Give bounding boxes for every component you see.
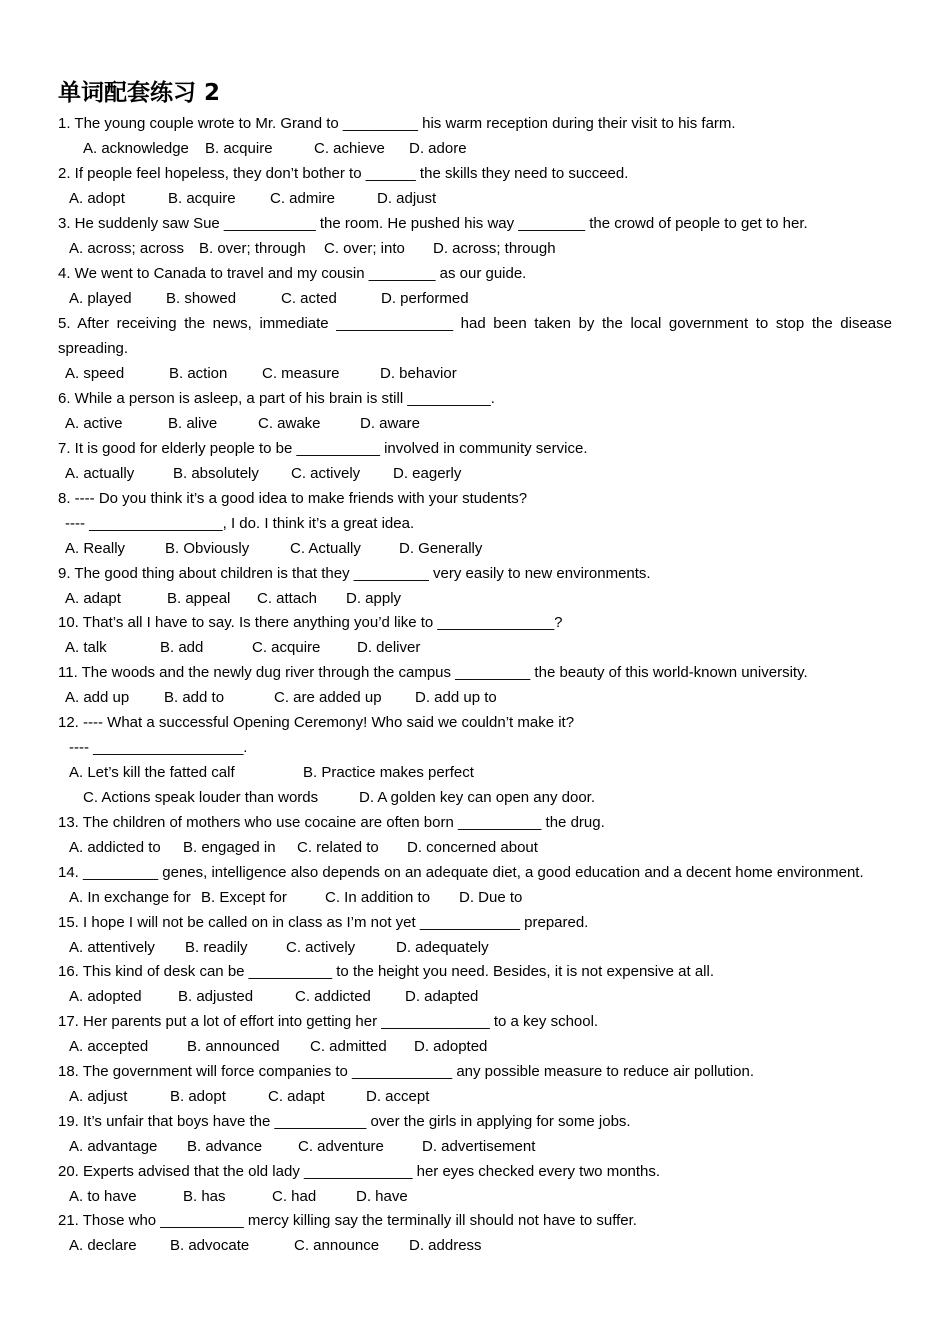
answer-option[interactable]: C. admire [270, 190, 336, 207]
answer-option[interactable]: C. awake [258, 415, 321, 432]
question-stem: 4. We went to Canada to travel and my cousin ________ as our guide. [58, 265, 527, 282]
question-stem: 6. While a person is asleep, a part of his brain is still __________. [58, 390, 495, 407]
answer-option[interactable]: A. played [69, 290, 132, 307]
question-stem: 19. It’s unfair that boys have the ___________ over the girls in applying for some jobs. [58, 1113, 631, 1130]
answer-option[interactable]: C. attach [257, 590, 318, 607]
answer-option[interactable]: C. acted [281, 290, 337, 307]
question-stem: 14. _________ genes, intelligence also depends on an adequate diet, a good education and a decent home environment. [58, 864, 864, 881]
answer-option[interactable]: D. behavior [380, 365, 457, 382]
answer-option[interactable]: B. announced [187, 1038, 280, 1055]
question-stem: 16. This kind of desk can be __________ to the height you need. Besides, it is not expensive at all. [58, 963, 715, 980]
answer-option[interactable]: C. announce [294, 1237, 380, 1254]
question-stem: 17. Her parents put a lot of effort into getting her _____________ to a key school. [58, 1013, 599, 1030]
question-stem: 10. That’s all I have to say. Is there anything you’d like to ______________? [58, 614, 563, 631]
answer-option[interactable]: A. adapt [65, 590, 121, 607]
answer-option[interactable]: D. concerned about [407, 839, 538, 856]
answer-option[interactable]: A. active [65, 415, 123, 432]
answer-option[interactable]: D. address [409, 1237, 482, 1254]
question-stem: 12. ---- What a successful Opening Ceremony! Who said we couldn’t make it? [58, 714, 575, 731]
answer-option[interactable]: B. absolutely [173, 465, 259, 482]
answer-option[interactable]: D. apply [346, 590, 402, 607]
answer-option[interactable]: A. Really [65, 540, 126, 557]
answer-option[interactable]: C. acquire [252, 639, 321, 656]
answer-option[interactable]: C. are added up [274, 689, 382, 706]
answer-option[interactable]: C. addicted [295, 988, 371, 1005]
answer-option[interactable]: C. adapt [268, 1088, 325, 1105]
answer-option[interactable]: D. A golden key can open any door. [359, 789, 596, 806]
answer-option[interactable]: A. adopt [69, 190, 125, 207]
question-stem: 15. I hope I will not be called on in class as I’m not yet ____________ prepared. [58, 914, 589, 931]
answer-option[interactable]: C. admitted [310, 1038, 387, 1055]
question-stem: 20. Experts advised that the old lady _____________ her eyes checked every two months. [58, 1163, 661, 1180]
answer-option[interactable]: C. Actions speak louder than words [83, 789, 319, 806]
question-stem: 1. The young couple wrote to Mr. Grand to _________ his warm reception during their visit to his farm. [58, 115, 736, 132]
answer-option[interactable]: D. advertisement [422, 1138, 536, 1155]
answer-option[interactable]: A. In exchange for [69, 889, 191, 906]
question-stem: 13. The children of mothers who use cocaine are often born __________ the drug. [58, 814, 605, 831]
page-title: 单词配套练习 2 [58, 80, 221, 106]
answer-option[interactable]: A. across; across [69, 240, 185, 257]
answer-option[interactable]: A. actually [65, 465, 135, 482]
question-stem: 21. Those who __________ mercy killing say the terminally ill should not have to suffer. [58, 1212, 637, 1229]
question-stem: 2. If people feel hopeless, they don’t bother to ______ the skills they need to succeed. [58, 165, 629, 182]
question-stem-continued: ---- __________________. [69, 739, 248, 756]
answer-option[interactable]: D. Due to [459, 889, 523, 906]
question-stem: 18. The government will force companies to ____________ any possible measure to reduce air pollution. [58, 1063, 754, 1080]
answer-option[interactable]: B. readily [185, 939, 248, 956]
answer-option[interactable]: C. had [272, 1188, 317, 1205]
answer-option[interactable]: C. achieve [314, 140, 385, 157]
question-stem: 11. The woods and the newly dug river through the campus _________ the beauty of this world-known university. [58, 664, 808, 681]
answer-option[interactable]: C. related to [297, 839, 379, 856]
answer-option[interactable]: D. adjust [377, 190, 437, 207]
answer-option[interactable]: A. speed [65, 365, 125, 382]
question-stem-continued: ---- ________________, I do. I think it’s a great idea. [65, 515, 415, 532]
answer-option[interactable]: B. add [160, 639, 204, 656]
answer-option[interactable]: B. adjusted [178, 988, 254, 1005]
question-stem: 5. After receiving the news, immediate ______________ had been taken by the local government to stop the disease [58, 315, 892, 332]
answer-option[interactable]: D. across; through [433, 240, 556, 257]
answer-option[interactable]: C. In addition to [325, 889, 431, 906]
answer-option[interactable]: A. attentively [69, 939, 155, 956]
answer-option[interactable]: B. Practice makes perfect [303, 764, 474, 781]
answer-option[interactable]: D. have [356, 1188, 408, 1205]
answer-option[interactable]: B. Obviously [165, 540, 250, 557]
answer-option[interactable]: A. Let’s kill the fatted calf [69, 764, 235, 781]
answer-option[interactable]: B. alive [168, 415, 218, 432]
answer-option[interactable]: C. actively [291, 465, 361, 482]
answer-option[interactable]: A. adopted [69, 988, 142, 1005]
answer-option[interactable]: C. over; into [324, 240, 405, 257]
answer-option[interactable]: D. adequately [396, 939, 489, 956]
answer-option[interactable]: A. accepted [69, 1038, 149, 1055]
answer-option[interactable]: D. performed [381, 290, 469, 307]
answer-option[interactable]: A. talk [65, 639, 107, 656]
answer-option[interactable]: D. aware [360, 415, 421, 432]
answer-option[interactable]: B. appeal [167, 590, 231, 607]
question-stem: 3. He suddenly saw Sue ___________ the room. He pushed his way ________ the crowd of people to get to her. [58, 215, 808, 232]
answer-option[interactable]: A. to have [69, 1188, 137, 1205]
answer-option[interactable]: A. add up [65, 689, 130, 706]
answer-option[interactable]: B. showed [166, 290, 237, 307]
answer-option[interactable]: B. adopt [170, 1088, 226, 1105]
answer-option[interactable]: A. advantage [69, 1138, 158, 1155]
answer-option[interactable]: A. addicted to [69, 839, 161, 856]
answer-option[interactable]: B. action [169, 365, 228, 382]
answer-option[interactable]: D. deliver [357, 639, 421, 656]
answer-option[interactable]: D. adore [409, 140, 467, 157]
answer-option[interactable]: B. Except for [201, 889, 287, 906]
answer-option[interactable]: A. declare [69, 1237, 137, 1254]
answer-option[interactable]: C. adventure [298, 1138, 384, 1155]
answer-option[interactable]: B. acquire [205, 140, 273, 157]
answer-option[interactable]: B. has [183, 1188, 226, 1205]
answer-option[interactable]: C. actively [286, 939, 356, 956]
answer-option[interactable]: C. measure [262, 365, 340, 382]
question-stem: 8. ---- Do you think it’s a good idea to make friends with your students? [58, 490, 528, 507]
answer-option[interactable]: C. Actually [290, 540, 361, 557]
answer-option[interactable]: A. acknowledge [83, 140, 189, 157]
answer-option[interactable]: D. Generally [399, 540, 483, 557]
answer-option[interactable]: A. adjust [69, 1088, 128, 1105]
answer-option[interactable]: B. add to [164, 689, 225, 706]
answer-option[interactable]: D. accept [366, 1088, 430, 1105]
question-stem: 7. It is good for elderly people to be __________ involved in community service. [58, 440, 588, 457]
answer-option[interactable]: D. eagerly [393, 465, 462, 482]
answer-option[interactable]: D. adopted [414, 1038, 488, 1055]
answer-option[interactable]: B. acquire [168, 190, 236, 207]
answer-option[interactable]: B. advance [187, 1138, 263, 1155]
answer-option[interactable]: D. add up to [415, 689, 497, 706]
answer-option[interactable]: B. over; through [199, 240, 306, 257]
question-stem: 9. The good thing about children is that they _________ very easily to new environments. [58, 565, 651, 582]
answer-option[interactable]: D. adapted [405, 988, 479, 1005]
answer-option[interactable]: B. advocate [170, 1237, 250, 1254]
answer-option[interactable]: B. engaged in [183, 839, 276, 856]
question-stem-continued: spreading. [58, 340, 129, 357]
